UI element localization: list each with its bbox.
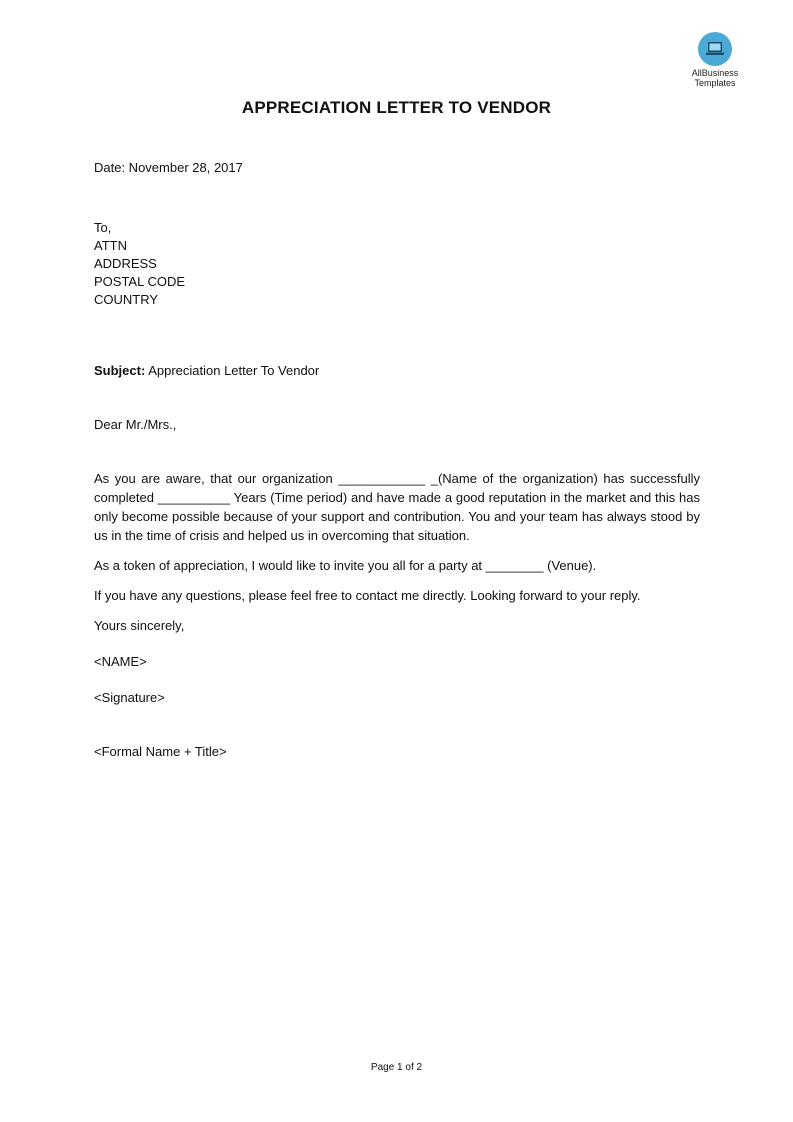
salutation: Dear Mr./Mrs.,: [94, 417, 177, 432]
subject-line: [94, 362, 319, 380]
signature-placeholder: <Signature>: [94, 690, 165, 705]
address-address: ADDRESS: [94, 256, 157, 271]
formal-name-placeholder: <Formal Name + Title>: [94, 744, 227, 759]
logo-line-2: Templates: [694, 78, 736, 88]
address-to: To,: [94, 220, 112, 235]
address-country: COUNTRY: [94, 292, 159, 307]
laptop-icon: [698, 32, 732, 66]
date-line: Date: November 28, 2017: [94, 160, 243, 175]
body-paragraph-1: As you are aware, that our organization ____________ _(Name of the organization) has successfully completed __________ Years (Time period) and have made a good reputation in the market and this has only become possible because of your support and contribution. You and your team has always stood by us in the time of crisis and helped us in overcoming that situation.: [94, 471, 700, 543]
address-postal-code: POSTAL CODE: [94, 274, 186, 289]
body-paragraph-3: If you have any questions, please feel free to contact me directly. Looking forward to your reply.: [94, 588, 641, 603]
logo-line-1: AllBusiness: [691, 68, 739, 78]
page-number: Page 1 of 2: [370, 1062, 423, 1073]
subject-label: Subject:: [94, 363, 146, 378]
document-title: APPRECIATION LETTER TO VENDOR: [241, 98, 552, 117]
subject-text: Appreciation Letter To Vendor: [145, 363, 320, 378]
logo-text: [680, 68, 750, 88]
name-placeholder: <NAME>: [94, 654, 147, 669]
closing: Yours sincerely,: [94, 618, 185, 633]
address-attn: ATTN: [94, 238, 127, 253]
body-paragraph-2: As a token of appreciation, I would like to invite you all for a party at ________ (Venue).: [94, 558, 597, 573]
allbusiness-logo: [680, 32, 750, 88]
